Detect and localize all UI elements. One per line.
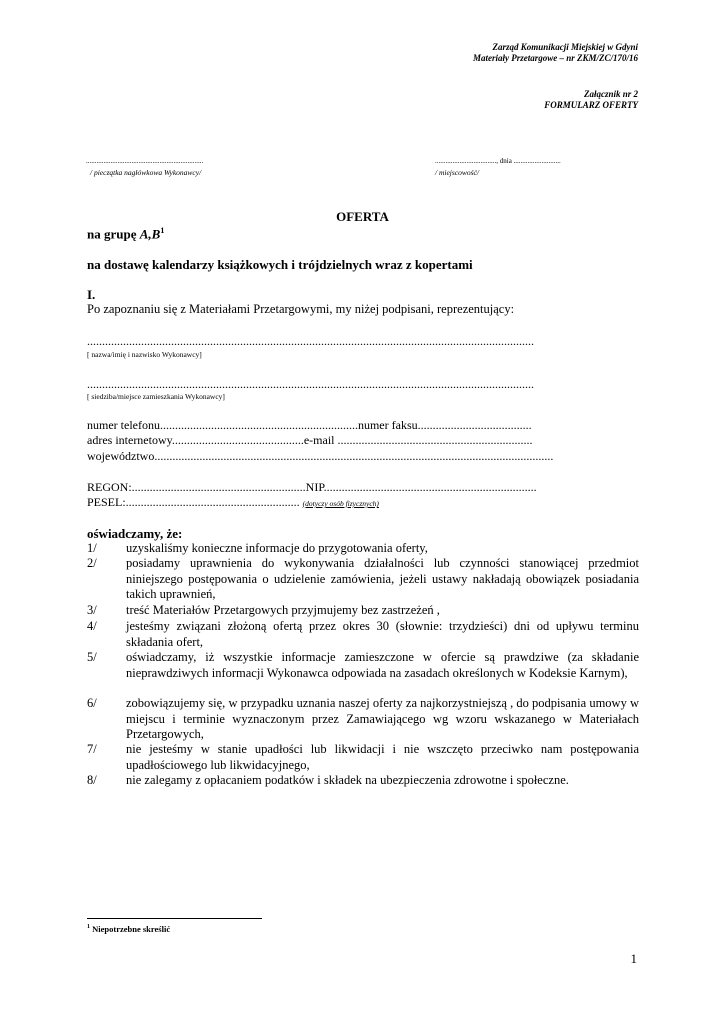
section-number: I. — [87, 287, 96, 302]
declaration-number: 6/ — [87, 696, 97, 710]
group-value: A,B — [139, 226, 161, 242]
declarations-heading: oświadczamy, że: — [87, 526, 183, 541]
declaration-number: 8/ — [87, 773, 97, 787]
contractor-seat-label: [ siedziba/miejsce zamieszkania Wykonawcy] — [87, 392, 225, 401]
header-materials-ref: Materiały Przetargowe – nr ZKM/ZC/170/16 — [472, 53, 638, 63]
declaration-number: 1/ — [87, 541, 97, 555]
page-title: OFERTA — [336, 209, 389, 224]
stamp-label: / pieczątka nagłówkowa Wykonawcy/ — [90, 168, 202, 177]
declaration-item — [87, 603, 639, 619]
declaration-text: nie zalegamy z opłacaniem podatków i składek na ubezpieczenia zdrowotne i społeczne. — [126, 773, 569, 787]
declaration-item — [87, 650, 639, 681]
contractor-name-field[interactable]: ..................................................................................................................................................... — [87, 334, 534, 348]
pesel-dots: PESEL:.......................................................... — [87, 495, 300, 509]
declaration-text: zobowiązujemy się, w przypadku uznania naszej oferty za najkorzystniejszą , do podpisania umowy w miejscu i terminie wyznaczonym przez Zamawiającego wg wzoru wskazanego w Materiałach Przetargowych, — [126, 696, 639, 742]
web-email-field[interactable]: adres internetowy............................................e-mail ................................................................. — [87, 433, 533, 447]
declaration-number: 5/ — [87, 650, 97, 664]
declaration-text: uzyskaliśmy konieczne informacje do przygotowania oferty, — [126, 541, 428, 555]
province-field[interactable]: województwo..................................................................................................................................... — [87, 449, 554, 463]
declaration-number: 7/ — [87, 742, 97, 756]
declaration-item — [87, 556, 639, 603]
pesel-field[interactable] — [87, 495, 379, 510]
declaration-text: nie jesteśmy w stanie upadłości lub likwidacji i nie wszczęto przeciwko nam postępowania upadłościowego lub likwidacyjnego, — [126, 742, 639, 772]
group-footnote-mark: 1 — [160, 226, 165, 235]
footnote-text: Niepotrzebne skreślić — [90, 924, 171, 934]
declaration-text: treść Materiałów Przetargowych przyjmujemy bez zastrzeżeń , — [126, 603, 440, 617]
contractor-name-label: [ nazwa/imię i nazwisko Wykonawcy] — [87, 350, 202, 359]
stamp-dots: ................................................................... — [86, 157, 204, 165]
declaration-item — [87, 619, 639, 650]
group-line — [87, 226, 164, 242]
declaration-text: jesteśmy związani złożoną ofertą przez okres 30 (słownie: trzydzieści) dni od upływu terminu składania ofert, — [126, 619, 639, 649]
footnote — [87, 924, 170, 934]
section-intro: Po zapoznaniu się z Materiałami Przetargowymi, my niżej podpisani, reprezentujący: — [87, 302, 515, 316]
regon-nip-field[interactable]: REGON:..........................................................NIP....................................................................... — [87, 480, 537, 494]
footnote-separator — [87, 918, 262, 919]
declaration-item — [87, 541, 639, 557]
place-label: / miejscowość/ — [435, 168, 479, 177]
footnote-mark: 1 — [87, 924, 90, 931]
declaration-number: 3/ — [87, 603, 97, 617]
header-organization: Zarząd Komunikacji Miejskiej w Gdyni — [492, 42, 638, 52]
declaration-number: 2/ — [87, 556, 97, 570]
declaration-text: posiadamy uprawnienia do wykonywania działalności lub czynności stanowiącej przedmiot niniejszego postępowania o udzielenie zamówienia, jeżeli ustawy nakładają obowiązek posiadania takich uprawnień, — [126, 556, 639, 602]
header-form-name: FORMULARZ OFERTY — [544, 100, 638, 110]
page-number: 1 — [630, 951, 637, 966]
pesel-note: (dotyczy osób fizycznych) — [302, 499, 379, 508]
declaration-item — [87, 696, 639, 743]
declaration-number: 4/ — [87, 619, 97, 633]
declaration-text: oświadczamy, iż wszystkie informacje zamieszczone w ofercie są prawdziwe (za składanie nieprawdziwych informacji Wykonawca odpowiada na zasadach określonych w Kodeksie Karnym), — [126, 650, 639, 680]
declaration-item — [87, 773, 639, 789]
declaration-item — [87, 742, 639, 773]
group-prefix: na grupę — [87, 226, 140, 242]
subject-line: na dostawę kalendarzy książkowych i trójdzielnych wraz z kopertami — [87, 257, 473, 272]
phone-fax-field[interactable]: numer telefonu..................................................................numer faksu...................................... — [87, 418, 532, 432]
place-date-dots: ..................................., dnia ........................... — [435, 157, 561, 165]
header-attachment: Załącznik nr 2 — [583, 89, 638, 99]
contractor-seat-field[interactable]: ..................................................................................................................................................... — [87, 377, 534, 391]
